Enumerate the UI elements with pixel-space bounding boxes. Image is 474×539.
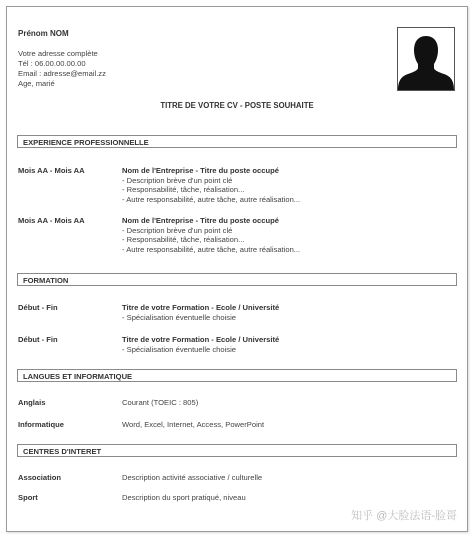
experience-period: Mois AA - Mois AA [18, 216, 85, 225]
formation-period: Début - Fin [18, 335, 58, 344]
cv-page [6, 6, 468, 532]
informatique-value: Word, Excel, Internet, Access, PowerPoint [122, 420, 265, 429]
section-header-experience: EXPERIENCE PROFESSIONNELLE [17, 135, 457, 148]
formation-heading: Titre de votre Formation - Ecole / Université [122, 335, 280, 344]
person-silhouette-icon [398, 28, 454, 90]
experience-line: - Autre responsabilité, autre tâche, autre réalisation... [122, 194, 301, 204]
langue-value: Courant (TOEIC : 805) [122, 398, 199, 407]
interet-label: Sport [18, 493, 38, 502]
formation-line: - Spécialisation éventuelle choisie [122, 344, 236, 354]
profile-photo [397, 27, 455, 91]
email-line: Email : adresse@email.zz [18, 69, 106, 78]
age-line: Age, marié [18, 79, 55, 88]
experience-line: - Responsabilité, tâche, réalisation... [122, 235, 245, 245]
informatique-label: Informatique [18, 420, 64, 429]
contact-block [18, 49, 106, 89]
experience-period: Mois AA - Mois AA [18, 166, 85, 175]
formation-entry [122, 303, 279, 322]
experience-entry [122, 166, 300, 204]
watermark: 知乎 @大脸法语-脸哥 [351, 510, 457, 522]
experience-heading: Nom de l'Entreprise - Titre du poste occupé [122, 216, 279, 225]
section-header-formation: FORMATION [17, 273, 457, 286]
experience-line: - Autre responsabilité, autre tâche, autre réalisation... [122, 244, 301, 254]
interet-label: Association [18, 473, 62, 482]
formation-line: - Spécialisation éventuelle choisie [122, 312, 236, 322]
formation-heading: Titre de votre Formation - Ecole / Université [122, 303, 280, 312]
langue-label: Anglais [18, 398, 46, 407]
experience-entry [122, 216, 300, 254]
experience-heading: Nom de l'Entreprise - Titre du poste occupé [122, 166, 279, 175]
section-header-langues: LANGUES ET INFORMATIQUE [17, 369, 457, 382]
candidate-name: Prénom NOM [18, 29, 69, 38]
experience-line: - Responsabilité, tâche, réalisation... [122, 185, 245, 195]
cv-title: TITRE DE VOTRE CV - POSTE SOUHAITE [160, 101, 314, 110]
address-line: Votre adresse complète [18, 49, 98, 58]
interet-value: Description du sport pratiqué, niveau [122, 493, 246, 502]
formation-period: Début - Fin [18, 303, 58, 312]
section-header-interets: CENTRES D'INTERET [17, 444, 457, 457]
phone-line: Tél : 06.00.00.00.00 [18, 59, 86, 68]
interet-value: Description activité associative / culturelle [122, 473, 263, 482]
formation-entry [122, 335, 279, 354]
experience-line: - Description brève d'un point clé [122, 225, 233, 235]
experience-line: - Description brève d'un point clé [122, 175, 233, 185]
